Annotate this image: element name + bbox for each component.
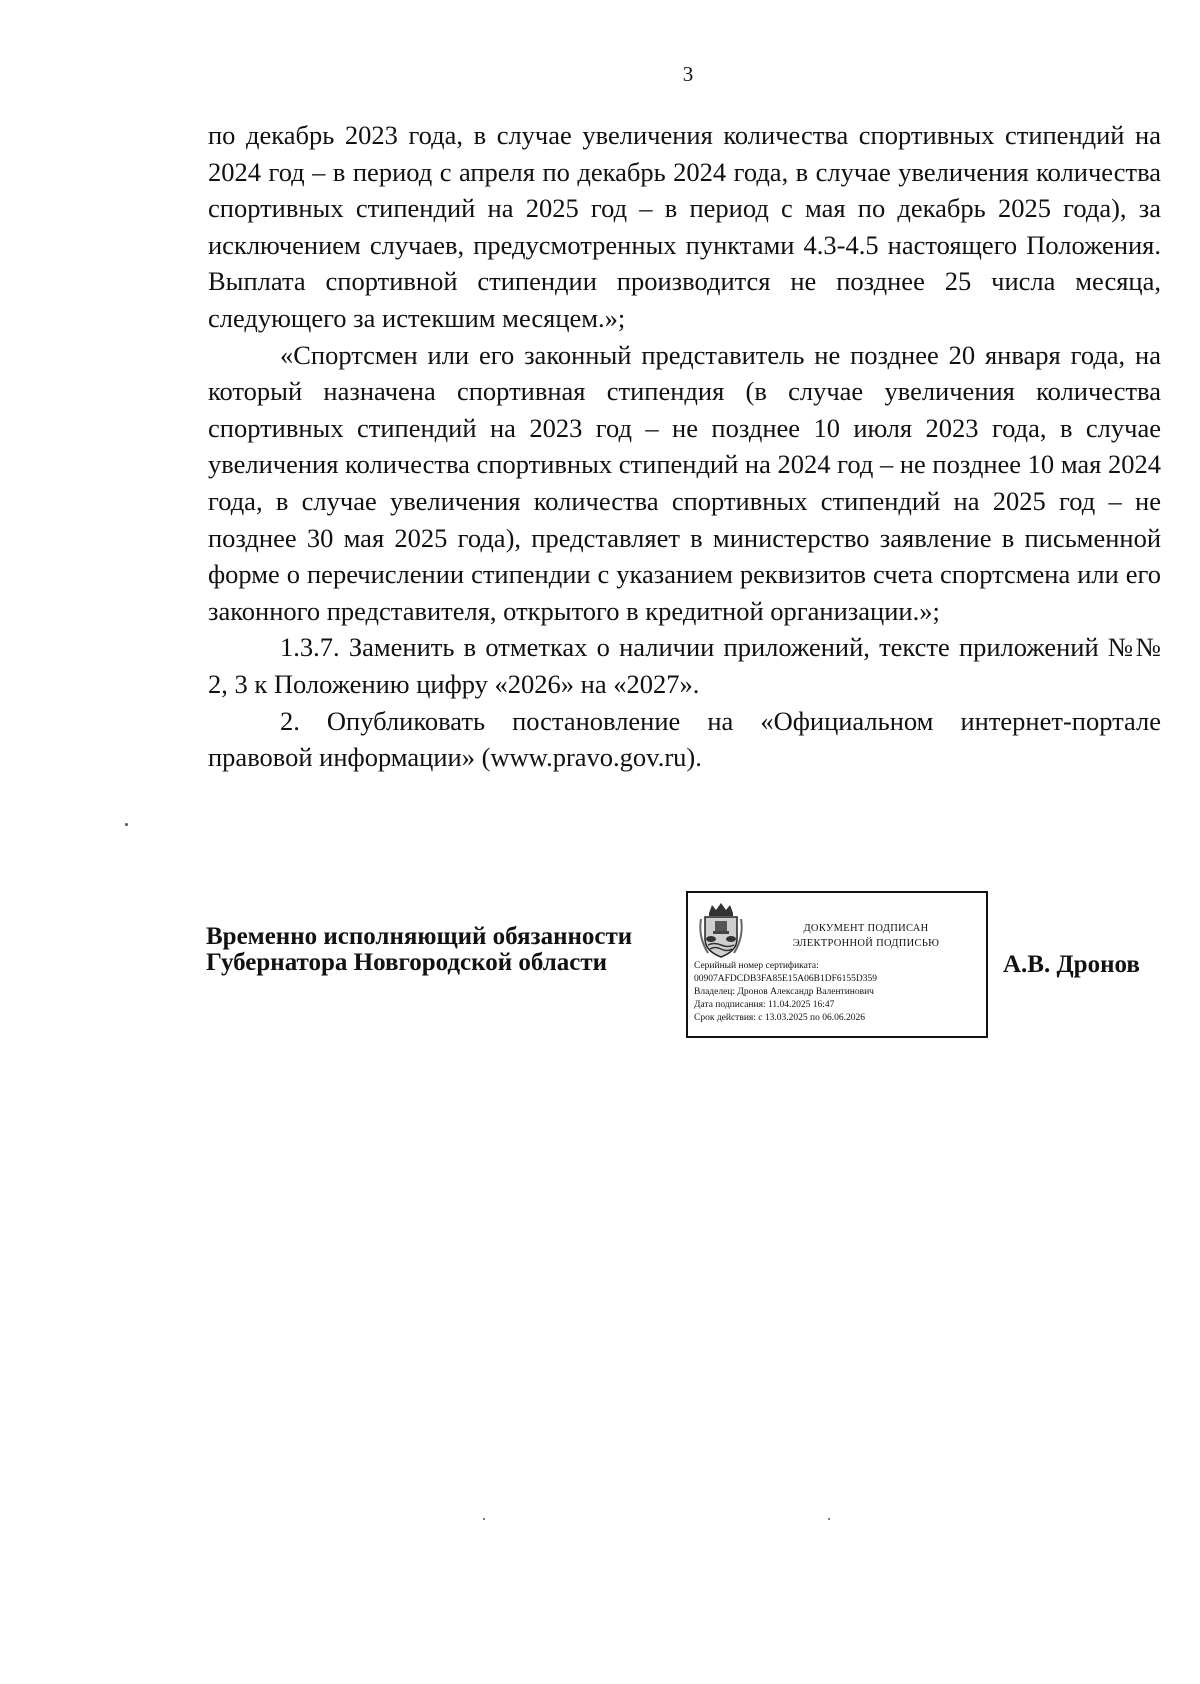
document-body xyxy=(208,117,1161,776)
signatory-title-line2: Губернатора Новгородской области xyxy=(206,949,608,976)
stamp-validity: Срок действия: с 13.03.2025 по 06.06.2026 xyxy=(694,1013,865,1023)
stamp-header-line2: ЭЛЕКТРОННОЙ ПОДПИСЬЮ xyxy=(792,938,940,949)
stamp-signed-date: Дата подписания: 11.04.2025 16:47 xyxy=(694,1000,835,1010)
stamp-certificate-label: Серийный номер сертификата: xyxy=(694,961,819,971)
stamp-owner: Владелец: Дронов Александр Валентинович xyxy=(694,987,874,997)
stamp-header xyxy=(748,921,984,951)
signatory-title xyxy=(206,924,632,976)
stamp-certificate-number: 00907AFDCDB3FA85E15A06B1DF6155D359 xyxy=(694,974,877,984)
scan-speck xyxy=(125,823,128,826)
paragraph-athlete-application: «Спортсмен или его законный представитель не позднее 20 января года, на который назначена спортивная стипендия (в случае увеличения количества спортивных стипендий на 2023 год – не позднее 10 июля 2023 года, в случае увеличения количества спортивных стипендий на 2024 год – не позднее 10 мая 2024 года, в случае увеличения количества спортивных стипендий на 2025 год – не позднее 30 мая 2025 года), представляет в министерство заявление в письменной форме о перечислении стипендии с указанием реквизитов счета спортсмена или его законного представителя, открытого в кредитной организации.»; xyxy=(208,339,1161,626)
signatory-name: А.В. Дронов xyxy=(1003,951,1140,978)
paragraph-item-1-3-7: 1.3.7. Заменить в отметках о наличии приложений, тексте приложений №№ 2, 3 к Положению цифру «2026» на «2027». xyxy=(208,632,1161,699)
electronic-signature-stamp xyxy=(686,891,988,1038)
paragraph-item-2-publish: 2. Опубликовать постановление на «Официальном интернет-портале правовой информации» (www.pravo.gov.ru). xyxy=(208,705,1161,773)
signatory-title-line1: Временно исполняющий обязанности xyxy=(206,923,633,950)
stamp-header-line1: ДОКУМЕНТ ПОДПИСАН xyxy=(803,923,929,934)
stamp-details xyxy=(694,960,984,1025)
page-number: 3 xyxy=(682,62,694,86)
scan-speck xyxy=(828,1518,830,1520)
scan-speck xyxy=(483,1518,485,1520)
novgorod-coat-of-arms-icon xyxy=(696,901,746,959)
paragraph-continuation: по декабрь 2023 года, в случае увеличения количества спортивных стипендий на 2024 год – в период с апреля по декабрь 2024 года, в случае увеличения количества спортивных стипендий на 2025 год – в период с мая по декабрь 2025 года), за исключением случаев, предусмотренных пунктами 4.3-4.5 настоящего Положения. Выплата спортивной стипендии производится не позднее 25 числа месяца, следующего за истекшим месяцем.»; xyxy=(208,120,1161,333)
